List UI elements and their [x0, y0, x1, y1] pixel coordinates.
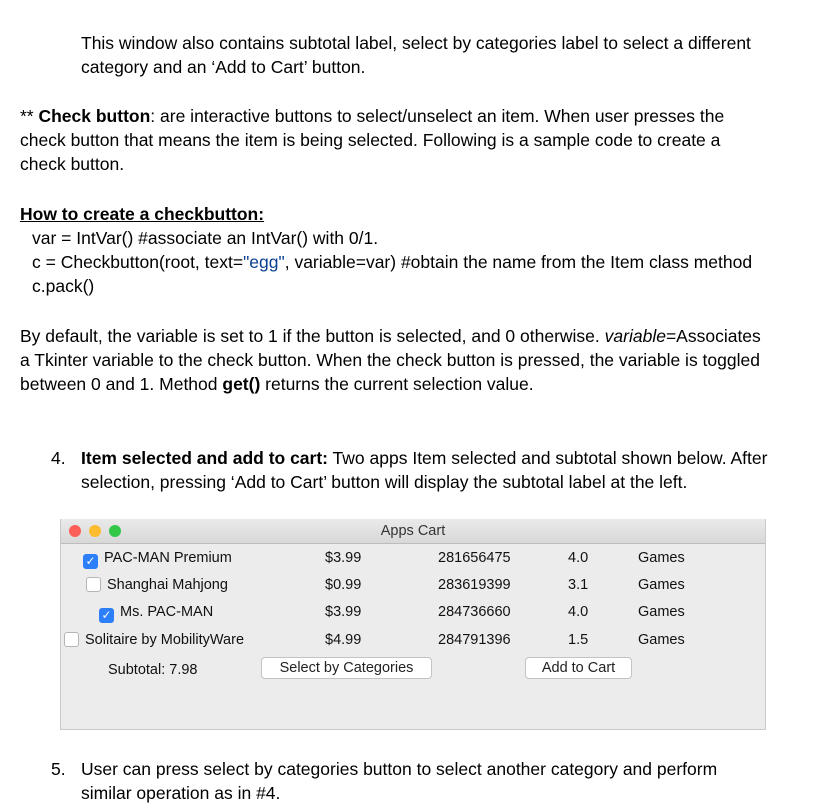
item-price: $3.99 [325, 604, 362, 620]
item-4-line-1-rest: Two apps Item selected and subtotal shown below. After [328, 448, 768, 468]
item-price: $0.99 [325, 577, 362, 593]
default-line-1-a: By default, the variable is set to 1 if the button is selected, and 0 otherwise. [20, 326, 605, 346]
subtotal-label: Subtotal: 7.98 [108, 662, 198, 678]
item-id: 281656475 [438, 550, 511, 566]
checkbutton-ms-pac-man[interactable] [99, 603, 213, 623]
intro-line-1: This window also contains subtotal label, select by categories label to select a different [81, 33, 751, 53]
item-rating: 4.0 [568, 604, 589, 620]
checkbox-checked-icon[interactable]: ✓ [83, 554, 98, 569]
item-category: Games [638, 604, 685, 620]
apps-cart-window [60, 519, 766, 730]
default-line-1-b: =Associates [665, 326, 761, 346]
default-italic-variable: variable [604, 326, 666, 346]
item-rating: 1.5 [568, 632, 589, 648]
item-4-number: 4. [51, 448, 66, 468]
intro-line-2: category and an ‘Add to Cart’ button. [81, 57, 366, 77]
checkbox-unchecked-icon[interactable] [64, 632, 79, 647]
code-string-literal: "egg" [243, 252, 285, 272]
item-4-bold: Item selected and add to cart: [81, 448, 329, 468]
check-button-para-line-3: check button. [20, 154, 125, 174]
default-para-line-2: a Tkinter variable to the check button. When the check button is pressed, the variable is toggled [20, 350, 760, 370]
checkbutton-pac-man-premium[interactable] [83, 549, 232, 569]
checkbutton-shanghai-mahjong[interactable] [86, 576, 228, 594]
checkbox-unchecked-icon[interactable] [86, 577, 101, 592]
item-id: 283619399 [438, 577, 511, 593]
item-rating: 3.1 [568, 577, 589, 593]
item-name: Solitaire by MobilityWare [85, 632, 245, 648]
code-line-1: var = IntVar() #associate an IntVar() with 0/1. [32, 228, 379, 248]
howto-heading: How to create a checkbutton: [20, 204, 265, 224]
select-by-categories-button[interactable]: Select by Categories [261, 657, 432, 679]
item-5-line-1: User can press select by categories button to select another category and perform [81, 759, 718, 779]
item-category: Games [638, 550, 685, 566]
checkbox-checked-icon[interactable]: ✓ [99, 608, 114, 623]
check-button-term: Check button [38, 106, 151, 126]
item-5-number: 5. [51, 759, 66, 779]
default-para-line-1 [20, 324, 761, 348]
check-line-1-rest: : are interactive buttons to select/unselect an item. When user presses the [150, 106, 725, 126]
default-bold-get: get() [222, 374, 261, 394]
item-price: $3.99 [325, 550, 362, 566]
item-name: Shanghai Mahjong [107, 577, 228, 593]
default-line-3-a: between 0 and 1. Method [20, 374, 223, 394]
code-line-2-a: c = Checkbutton(root, text= [32, 252, 244, 272]
add-to-cart-button[interactable]: Add to Cart [525, 657, 632, 679]
window-title: Apps Cart [380, 523, 446, 539]
item-rating: 4.0 [568, 550, 589, 566]
window-content [61, 544, 765, 729]
item-name: Ms. PAC-MAN [120, 604, 214, 620]
default-line-3-b: returns the current selection value. [260, 374, 534, 394]
item-name: PAC-MAN Premium [104, 550, 232, 566]
check-button-para-line-1 [20, 104, 724, 128]
item-category: Games [638, 632, 685, 648]
item-category: Games [638, 577, 685, 593]
item-id: 284791396 [438, 632, 511, 648]
item-4-line-1 [81, 446, 767, 470]
item-id: 284736660 [438, 604, 511, 620]
item-4-line-2: selection, pressing ‘Add to Cart’ button will display the subtotal label at the left. [81, 472, 688, 492]
item-price: $4.99 [325, 632, 362, 648]
check-prefix: ** [20, 106, 39, 126]
default-para-line-3 [20, 372, 534, 396]
code-line-2-b: , variable=var) #obtain the name from the Item class method [284, 252, 753, 272]
code-line-3: c.pack() [32, 276, 95, 296]
checkbutton-solitaire[interactable] [64, 631, 244, 649]
code-line-2 [32, 250, 752, 274]
item-5-line-2: similar operation as in #4. [81, 783, 281, 803]
window-titlebar [61, 519, 765, 544]
check-button-para-line-2: check button that means the item is being selected. Following is a sample code to create a [20, 130, 721, 150]
